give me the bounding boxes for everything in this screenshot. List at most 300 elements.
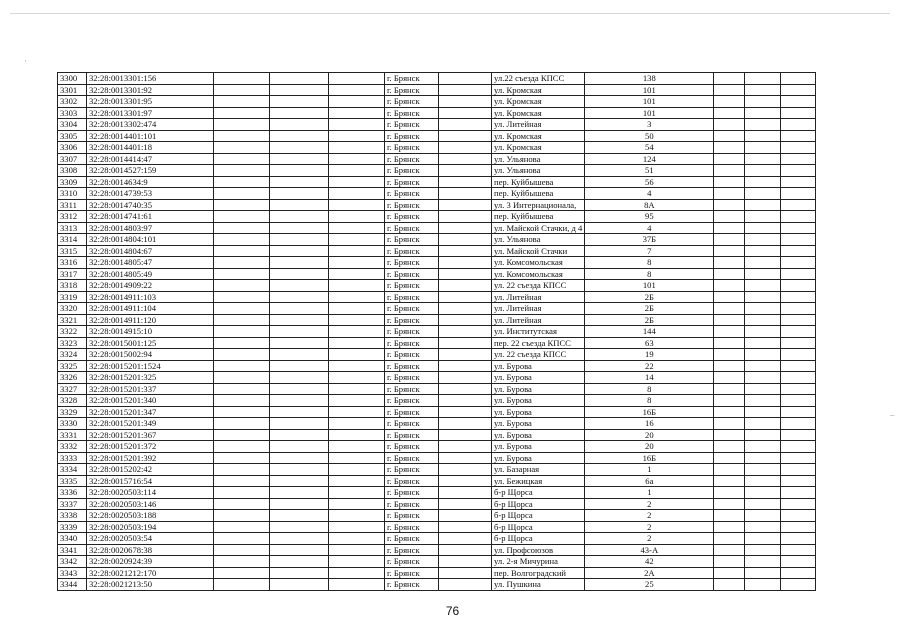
empty-cell: [270, 349, 329, 361]
empty-cell: [714, 73, 745, 85]
house-number-cell: 19: [585, 349, 714, 361]
empty-cell: [714, 452, 745, 464]
street-cell: б-р Щорса: [492, 533, 585, 545]
empty-cell: [439, 464, 492, 476]
empty-cell: [781, 418, 816, 430]
empty-cell: [270, 153, 329, 165]
empty-cell: [439, 579, 492, 591]
cadastral-number-cell: 32:28:0015201:337: [87, 383, 214, 395]
street-cell: пер. Волгоградский: [492, 567, 585, 579]
empty-cell: [439, 498, 492, 510]
empty-cell: [714, 222, 745, 234]
empty-cell: [329, 337, 385, 349]
street-cell: ул. 22 съезда КПСС: [492, 280, 585, 292]
table-row: [58, 395, 855, 407]
street-cell: б-р Щорса: [492, 510, 585, 522]
house-number-cell: 144: [585, 326, 714, 338]
city-cell: г. Брянск: [385, 96, 439, 108]
row-number-cell: 3334: [58, 464, 87, 476]
empty-cell: [714, 567, 745, 579]
empty-cell: [714, 280, 745, 292]
city-cell: г. Брянск: [385, 372, 439, 384]
empty-cell: [781, 142, 816, 154]
empty-cell: [214, 211, 270, 223]
house-number-cell: 50: [585, 130, 714, 142]
empty-cell: [714, 291, 745, 303]
cadastral-number-cell: 32:28:0020503:146: [87, 498, 214, 510]
city-cell: г. Брянск: [385, 464, 439, 476]
empty-cell: [214, 372, 270, 384]
empty-cell: [214, 544, 270, 556]
empty-cell: [439, 84, 492, 96]
empty-cell: [745, 510, 781, 522]
empty-cell: [745, 153, 781, 165]
city-cell: г. Брянск: [385, 280, 439, 292]
table-row: [58, 165, 855, 177]
register-table-body: [58, 73, 855, 591]
table-row: [58, 314, 855, 326]
row-number-cell: 3330: [58, 418, 87, 430]
city-cell: г. Брянск: [385, 73, 439, 85]
table-row: [58, 498, 855, 510]
empty-cell: [214, 142, 270, 154]
empty-cell: [781, 556, 816, 568]
empty-cell: [214, 337, 270, 349]
table-row: [58, 222, 855, 234]
cadastral-number-cell: 32:28:0015201:349: [87, 418, 214, 430]
empty-cell: [745, 533, 781, 545]
cadastral-number-cell: 32:28:0014805:47: [87, 257, 214, 269]
empty-cell: [745, 383, 781, 395]
empty-cell: [781, 395, 816, 407]
empty-cell: [214, 326, 270, 338]
empty-cell: [270, 406, 329, 418]
empty-cell: [270, 452, 329, 464]
street-cell: б-р Щорса: [492, 487, 585, 499]
empty-cell: [270, 245, 329, 257]
empty-cell: [329, 211, 385, 223]
cadastral-number-cell: 32:28:0013302:474: [87, 119, 214, 131]
street-cell: ул. Бурова: [492, 429, 585, 441]
row-number-cell: 3309: [58, 176, 87, 188]
empty-cell: [439, 556, 492, 568]
table-row: [58, 211, 855, 223]
empty-cell: [745, 96, 781, 108]
table-row: [58, 245, 855, 257]
empty-cell: [745, 521, 781, 533]
table-row: [58, 487, 855, 499]
empty-cell: [214, 418, 270, 430]
cadastral-number-cell: 32:28:0015201:347: [87, 406, 214, 418]
street-cell: ул. Базарная: [492, 464, 585, 476]
city-cell: г. Брянск: [385, 165, 439, 177]
empty-cell: [439, 130, 492, 142]
house-number-cell: 4: [585, 188, 714, 200]
empty-cell: [270, 73, 329, 85]
table-row: [58, 96, 855, 108]
city-cell: г. Брянск: [385, 142, 439, 154]
empty-cell: [439, 245, 492, 257]
empty-cell: [329, 475, 385, 487]
empty-cell: [745, 107, 781, 119]
empty-cell: [439, 533, 492, 545]
house-number-cell: 16Б: [585, 406, 714, 418]
empty-cell: [329, 119, 385, 131]
empty-cell: [439, 303, 492, 315]
street-cell: пер. 22 съезда КПСС: [492, 337, 585, 349]
street-cell: ул. 2-я Мичурина: [492, 556, 585, 568]
empty-cell: [270, 314, 329, 326]
empty-cell: [214, 533, 270, 545]
table-row: [58, 337, 855, 349]
empty-cell: [714, 579, 745, 591]
empty-cell: [439, 372, 492, 384]
cadastral-number-cell: 32:28:0020924:39: [87, 556, 214, 568]
city-cell: г. Брянск: [385, 291, 439, 303]
empty-cell: [214, 556, 270, 568]
empty-cell: [714, 556, 745, 568]
row-number-cell: 3316: [58, 257, 87, 269]
empty-cell: [439, 107, 492, 119]
empty-cell: [329, 73, 385, 85]
empty-cell: [270, 567, 329, 579]
city-cell: г. Брянск: [385, 234, 439, 246]
cadastral-number-cell: 32:28:0014915:10: [87, 326, 214, 338]
empty-cell: [781, 464, 816, 476]
street-cell: ул.22 съезда КПСС: [492, 73, 585, 85]
empty-cell: [781, 280, 816, 292]
street-cell: б-р Щорса: [492, 521, 585, 533]
empty-cell: [214, 176, 270, 188]
row-number-cell: 3307: [58, 153, 87, 165]
city-cell: г. Брянск: [385, 188, 439, 200]
row-number-cell: 3344: [58, 579, 87, 591]
empty-cell: [214, 107, 270, 119]
empty-cell: [439, 268, 492, 280]
empty-cell: [714, 303, 745, 315]
cadastral-number-cell: 32:28:0015002:94: [87, 349, 214, 361]
empty-cell: [781, 475, 816, 487]
cadastral-number-cell: 32:28:0015001:125: [87, 337, 214, 349]
house-number-cell: 4: [585, 222, 714, 234]
row-number-cell: 3320: [58, 303, 87, 315]
street-cell: пер. Куйбышева: [492, 211, 585, 223]
empty-cell: [270, 360, 329, 372]
row-number-cell: 3333: [58, 452, 87, 464]
city-cell: г. Брянск: [385, 245, 439, 257]
table-row: [58, 268, 855, 280]
city-cell: г. Брянск: [385, 337, 439, 349]
cadastral-number-cell: 32:28:0020503:114: [87, 487, 214, 499]
empty-cell: [781, 567, 816, 579]
city-cell: г. Брянск: [385, 130, 439, 142]
house-number-cell: 20: [585, 441, 714, 453]
empty-cell: [214, 130, 270, 142]
empty-cell: [214, 96, 270, 108]
empty-cell: [214, 406, 270, 418]
row-number-cell: 3313: [58, 222, 87, 234]
empty-cell: [439, 234, 492, 246]
empty-cell: [439, 326, 492, 338]
empty-cell: [329, 188, 385, 200]
empty-cell: [745, 337, 781, 349]
empty-cell: [214, 498, 270, 510]
house-number-cell: 63: [585, 337, 714, 349]
empty-cell: [745, 268, 781, 280]
city-cell: г. Брянск: [385, 383, 439, 395]
empty-cell: [329, 406, 385, 418]
empty-cell: [439, 188, 492, 200]
empty-cell: [714, 165, 745, 177]
table-row: [58, 280, 855, 292]
table-row: [58, 452, 855, 464]
house-number-cell: 51: [585, 165, 714, 177]
row-number-cell: 3315: [58, 245, 87, 257]
empty-cell: [329, 567, 385, 579]
empty-cell: [781, 544, 816, 556]
row-number-cell: 3302: [58, 96, 87, 108]
empty-cell: [439, 314, 492, 326]
empty-cell: [214, 199, 270, 211]
street-cell: ул. Комсомольская: [492, 257, 585, 269]
empty-cell: [745, 372, 781, 384]
city-cell: г. Брянск: [385, 418, 439, 430]
city-cell: г. Брянск: [385, 199, 439, 211]
empty-cell: [439, 418, 492, 430]
row-number-cell: 3343: [58, 567, 87, 579]
empty-cell: [329, 441, 385, 453]
empty-cell: [329, 487, 385, 499]
empty-cell: [329, 510, 385, 522]
cadastral-number-cell: 32:28:0014911:103: [87, 291, 214, 303]
table-row: [58, 360, 855, 372]
empty-cell: [781, 165, 816, 177]
empty-cell: [745, 429, 781, 441]
cadastral-number-cell: 32:28:0013301:97: [87, 107, 214, 119]
empty-cell: [745, 544, 781, 556]
empty-cell: [329, 533, 385, 545]
empty-cell: [745, 84, 781, 96]
empty-cell: [214, 257, 270, 269]
cadastral-number-cell: 32:28:0014401:101: [87, 130, 214, 142]
row-number-cell: 3342: [58, 556, 87, 568]
house-number-cell: 7: [585, 245, 714, 257]
empty-cell: [745, 360, 781, 372]
empty-cell: [329, 257, 385, 269]
row-number-cell: 3304: [58, 119, 87, 131]
empty-cell: [270, 395, 329, 407]
empty-cell: [745, 303, 781, 315]
city-cell: г. Брянск: [385, 556, 439, 568]
empty-cell: [781, 84, 816, 96]
row-number-cell: 3308: [58, 165, 87, 177]
empty-cell: [270, 418, 329, 430]
house-number-cell: 8А: [585, 199, 714, 211]
empty-cell: [781, 533, 816, 545]
empty-cell: [329, 142, 385, 154]
row-number-cell: 3337: [58, 498, 87, 510]
row-number-cell: 3338: [58, 510, 87, 522]
empty-cell: [270, 107, 329, 119]
street-cell: пер. Куйбышева: [492, 188, 585, 200]
empty-cell: [439, 257, 492, 269]
empty-cell: [714, 406, 745, 418]
empty-cell: [439, 441, 492, 453]
empty-cell: [714, 464, 745, 476]
cadastral-number-cell: 32:28:0015201:1524: [87, 360, 214, 372]
city-cell: г. Брянск: [385, 395, 439, 407]
house-number-cell: 2А: [585, 567, 714, 579]
cadastral-number-cell: 32:28:0015201:340: [87, 395, 214, 407]
table-row: [58, 326, 855, 338]
empty-cell: [781, 222, 816, 234]
city-cell: г. Брянск: [385, 579, 439, 591]
table-row: [58, 303, 855, 315]
empty-cell: [439, 360, 492, 372]
cadastral-number-cell: 32:28:0013301:92: [87, 84, 214, 96]
row-number-cell: 3327: [58, 383, 87, 395]
table-row: [58, 188, 855, 200]
empty-cell: [745, 176, 781, 188]
empty-cell: [329, 153, 385, 165]
empty-cell: [214, 579, 270, 591]
street-cell: ул. Бурова: [492, 372, 585, 384]
empty-cell: [745, 245, 781, 257]
empty-cell: [439, 475, 492, 487]
empty-cell: [214, 441, 270, 453]
city-cell: г. Брянск: [385, 452, 439, 464]
house-number-cell: 101: [585, 96, 714, 108]
empty-cell: [329, 498, 385, 510]
empty-cell: [214, 245, 270, 257]
empty-cell: [329, 176, 385, 188]
empty-cell: [714, 372, 745, 384]
row-number-cell: 3301: [58, 84, 87, 96]
cadastral-number-cell: 32:28:0014804:101: [87, 234, 214, 246]
empty-cell: [439, 487, 492, 499]
city-cell: г. Брянск: [385, 176, 439, 188]
street-cell: ул. Пушкина: [492, 579, 585, 591]
empty-cell: [270, 464, 329, 476]
street-cell: ул. 3 Интернационала,: [492, 199, 585, 211]
empty-cell: [781, 245, 816, 257]
empty-cell: [745, 73, 781, 85]
empty-cell: [781, 96, 816, 108]
cadastral-number-cell: 32:28:0014911:104: [87, 303, 214, 315]
cadastral-number-cell: 32:28:0014740:35: [87, 199, 214, 211]
empty-cell: [714, 487, 745, 499]
empty-cell: [781, 406, 816, 418]
empty-cell: [745, 314, 781, 326]
empty-cell: [329, 268, 385, 280]
city-cell: г. Брянск: [385, 429, 439, 441]
empty-cell: [781, 73, 816, 85]
empty-cell: [329, 372, 385, 384]
empty-cell: [214, 314, 270, 326]
empty-cell: [439, 280, 492, 292]
empty-cell: [270, 556, 329, 568]
empty-cell: [214, 475, 270, 487]
scan-margin-mark: –: [890, 410, 895, 420]
city-cell: г. Брянск: [385, 533, 439, 545]
street-cell: б-р Щорса: [492, 498, 585, 510]
table-row: [58, 234, 855, 246]
empty-cell: [745, 130, 781, 142]
empty-cell: [714, 211, 745, 223]
empty-cell: [270, 211, 329, 223]
empty-cell: [270, 521, 329, 533]
empty-cell: [270, 441, 329, 453]
empty-cell: [714, 337, 745, 349]
table-row: [58, 142, 855, 154]
house-number-cell: 6а: [585, 475, 714, 487]
house-number-cell: 22: [585, 360, 714, 372]
empty-cell: [439, 291, 492, 303]
empty-cell: [439, 383, 492, 395]
empty-cell: [214, 395, 270, 407]
row-number-cell: 3332: [58, 441, 87, 453]
city-cell: г. Брянск: [385, 119, 439, 131]
empty-cell: [270, 510, 329, 522]
table-row: [58, 199, 855, 211]
empty-cell: [745, 395, 781, 407]
empty-cell: [714, 199, 745, 211]
empty-cell: [745, 199, 781, 211]
empty-cell: [714, 142, 745, 154]
house-number-cell: 16: [585, 418, 714, 430]
cadastral-number-cell: 32:28:0021213:50: [87, 579, 214, 591]
cadastral-number-cell: 32:28:0013301:156: [87, 73, 214, 85]
empty-cell: [745, 475, 781, 487]
empty-cell: [214, 165, 270, 177]
table-row: [58, 130, 855, 142]
house-number-cell: 56: [585, 176, 714, 188]
empty-cell: [214, 73, 270, 85]
empty-cell: [329, 280, 385, 292]
house-number-cell: 2: [585, 521, 714, 533]
street-cell: ул. Бурова: [492, 452, 585, 464]
row-number-cell: 3317: [58, 268, 87, 280]
cadastral-number-cell: 32:28:0020503:54: [87, 533, 214, 545]
empty-cell: [781, 303, 816, 315]
empty-cell: [329, 395, 385, 407]
empty-cell: [214, 510, 270, 522]
row-number-cell: 3341: [58, 544, 87, 556]
empty-cell: [329, 418, 385, 430]
empty-cell: [439, 96, 492, 108]
empty-cell: [329, 326, 385, 338]
empty-cell: [439, 176, 492, 188]
empty-cell: [439, 510, 492, 522]
row-number-cell: 3306: [58, 142, 87, 154]
empty-cell: [329, 556, 385, 568]
empty-cell: [329, 84, 385, 96]
empty-cell: [745, 406, 781, 418]
city-cell: г. Брянск: [385, 475, 439, 487]
cadastral-number-cell: 32:28:0014741:61: [87, 211, 214, 223]
row-number-cell: 3300: [58, 73, 87, 85]
cadastral-number-cell: 32:28:0014804:67: [87, 245, 214, 257]
street-cell: ул. Кромская: [492, 107, 585, 119]
empty-cell: [214, 383, 270, 395]
cadastral-number-cell: 32:28:0014909:22: [87, 280, 214, 292]
empty-cell: [270, 280, 329, 292]
empty-cell: [781, 360, 816, 372]
empty-cell: [714, 533, 745, 545]
empty-cell: [439, 406, 492, 418]
empty-cell: [214, 119, 270, 131]
empty-cell: [270, 84, 329, 96]
